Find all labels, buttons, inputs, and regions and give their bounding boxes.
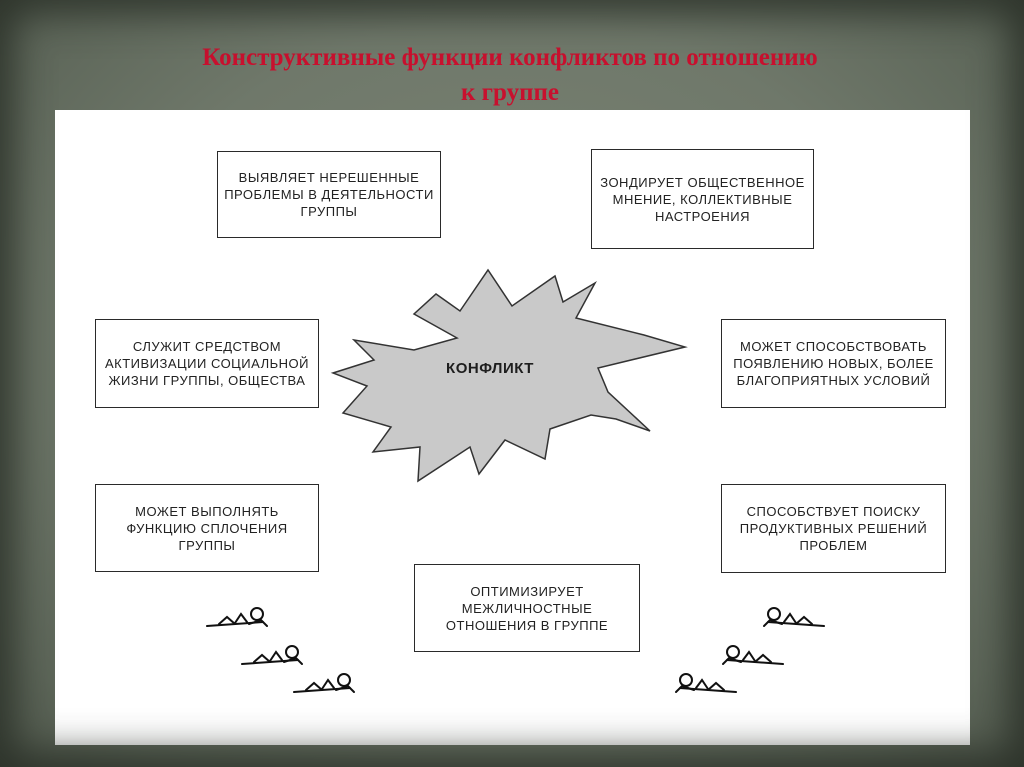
title-line-2: к группе: [461, 79, 559, 106]
title-line-1: Конструктивные функции конфликтов по отношению: [202, 44, 818, 71]
box-activation-text: СЛУЖИТ СРЕДСТВОМ АКТИВИЗАЦИИ СОЦИАЛЬНОЙ ЖИЗНИ ГРУППЫ, ОБЩЕСТВА: [104, 339, 310, 388]
box-optimizes-relations: [414, 564, 640, 652]
box-optimizes-relations-text: ОПТИМИЗИРУЕТ МЕЖЛИЧНОСТНЫЕ ОТНОШЕНИЯ В ГРУППЕ: [445, 583, 609, 633]
box-probes-opinion-text: ЗОНДИРУЕТ ОБЩЕСТВЕННОЕ МНЕНИЕ, КОЛЛЕКТИВНЫЕ НАСТРОЕНИЯ: [600, 174, 805, 224]
box-cohesion: [95, 484, 319, 572]
box-productive-solutions: [721, 484, 946, 573]
box-new-conditions-text: МОЖЕТ СПОСОБСТВОВАТЬ ПОЯВЛЕНИЮ НОВЫХ, БОЛЕЕ БЛАГОПРИЯТНЫХ УСЛОВИЙ: [733, 339, 934, 388]
box-reveals-problems-text: ВЫЯВЛЯЕТ НЕРЕШЕННЫЕ ПРОБЛЕМЫ В ДЕЯТЕЛЬНОСТИ ГРУППЫ: [224, 170, 434, 219]
box-probes-opinion: [591, 149, 814, 249]
box-reveals-problems: [217, 151, 441, 238]
lying-figure-icon: [205, 602, 275, 634]
conflict-label: КОНФЛИКТ: [446, 360, 534, 377]
lying-figure-icon: [756, 602, 826, 634]
box-productive-solutions-text: СПОСОБСТВУЕТ ПОИСКУ ПРОДУКТИВНЫХ РЕШЕНИЙ ПРОБЛЕМ: [739, 504, 928, 553]
lying-figure-icon: [668, 668, 738, 700]
box-new-conditions: [721, 319, 946, 408]
box-cohesion-text: МОЖЕТ ВЫПОЛНЯТЬ ФУНКЦИЮ СПЛОЧЕНИЯ ГРУППЫ: [126, 503, 288, 553]
lying-figure-icon: [292, 668, 362, 700]
box-activation: [95, 319, 319, 408]
